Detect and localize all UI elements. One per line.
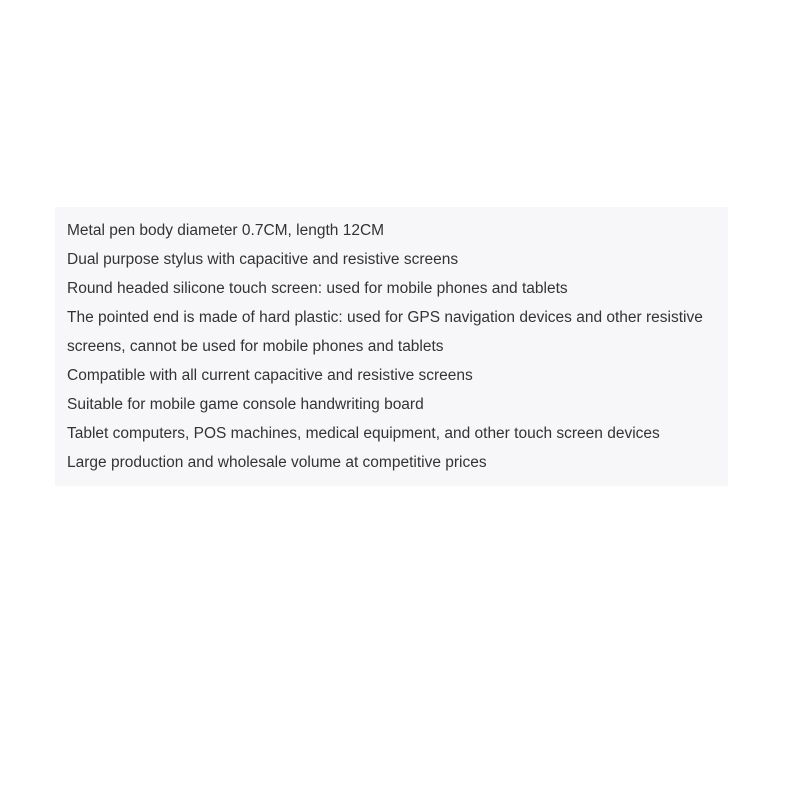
spec-list [67, 216, 728, 477]
spec-line-wholesale: Large production and wholesale volume at competitive prices [67, 454, 487, 471]
spec-line-compatibility: Compatible with all current capacitive and resistive screens [67, 367, 473, 384]
spec-line-dual-purpose: Dual purpose stylus with capacitive and resistive screens [67, 251, 459, 268]
spec-line-devices: Tablet computers, POS machines, medical equipment, and other touch screen devices [67, 425, 660, 442]
product-spec-panel [55, 207, 728, 486]
spec-line-game-console: Suitable for mobile game console handwriting board [67, 396, 424, 413]
spec-line-diameter: Metal pen body diameter 0.7CM, length 12CM [67, 222, 385, 239]
spec-line-pointed-end-continued: screens, cannot be used for mobile phones and tablets [67, 338, 444, 355]
spec-line-round-head: Round headed silicone touch screen: used for mobile phones and tablets [67, 280, 568, 297]
spec-line-pointed-end: The pointed end is made of hard plastic: used for GPS navigation devices and other resistive [67, 309, 703, 326]
